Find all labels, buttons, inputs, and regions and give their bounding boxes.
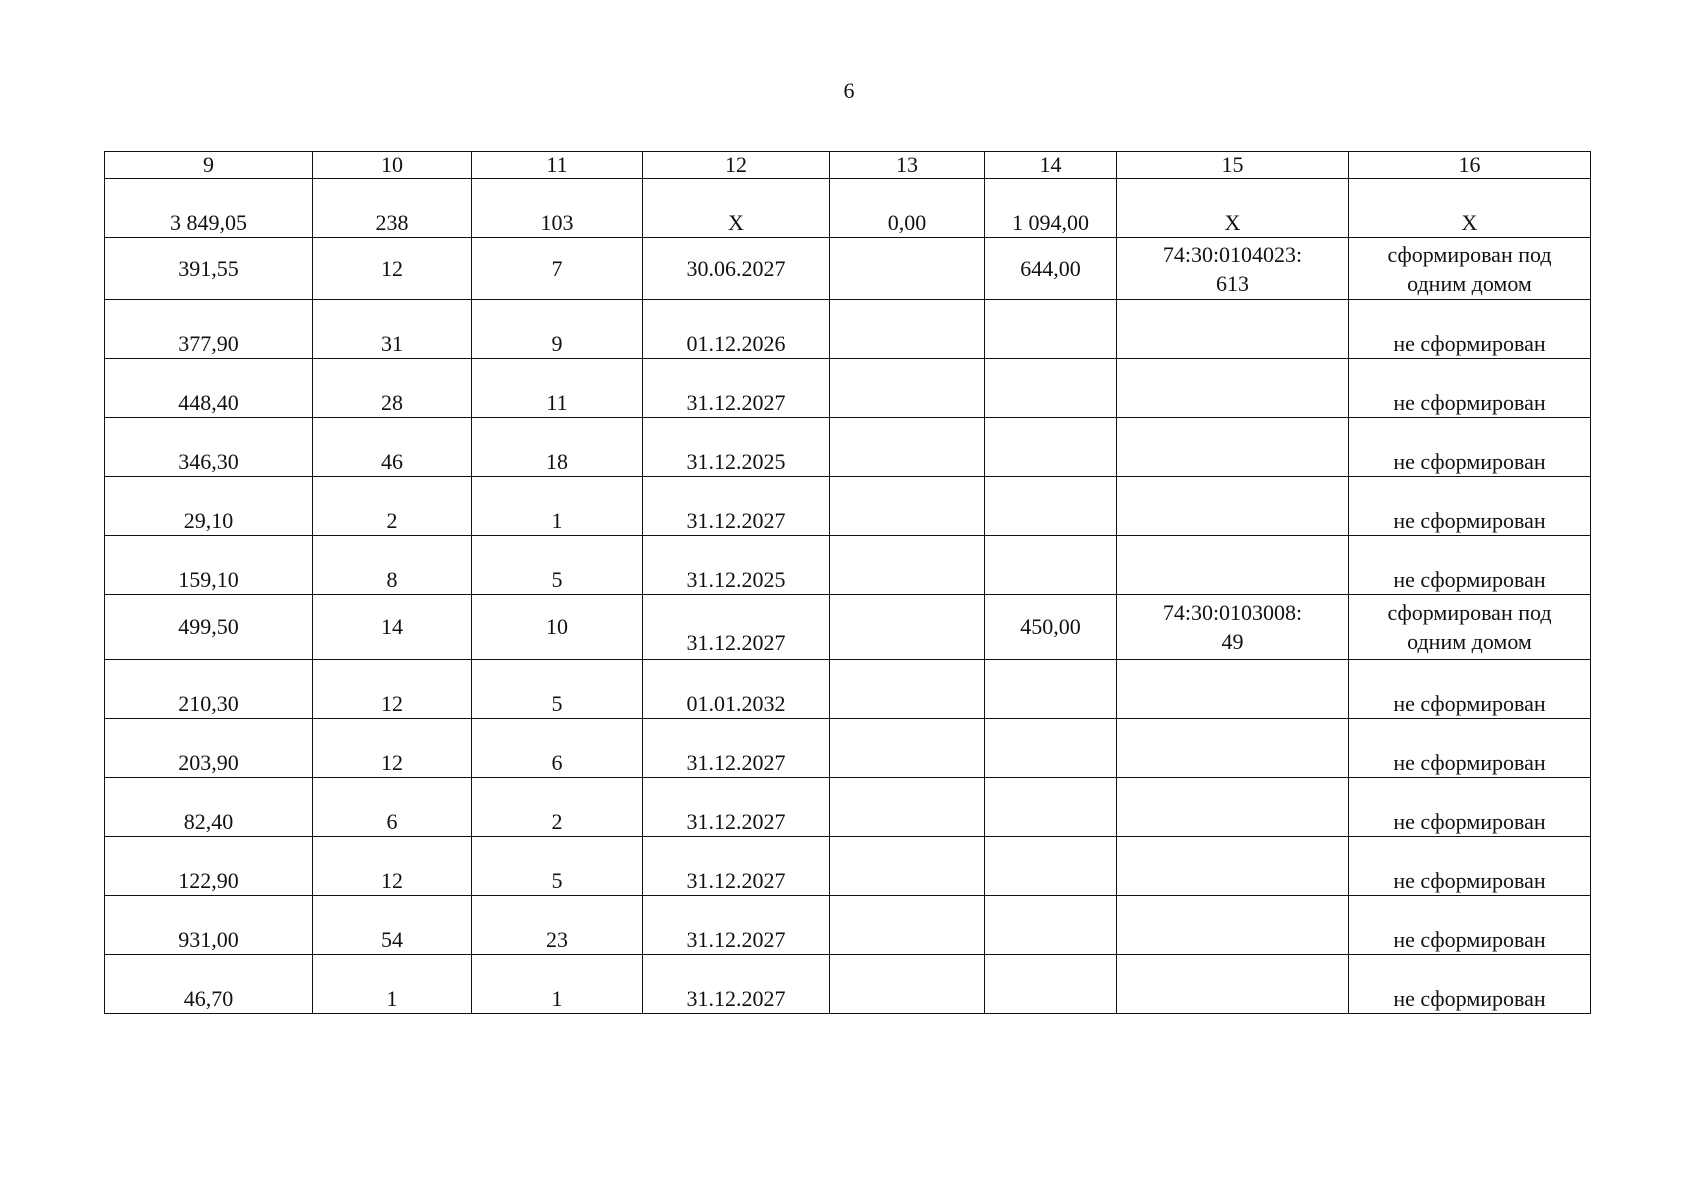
cell-13 — [830, 955, 985, 1014]
residents-cell: 1 — [313, 955, 472, 1014]
status-cell: не сформирован — [1349, 359, 1591, 418]
area-cell: 82,40 — [105, 778, 313, 837]
status-cell: не сформирован — [1349, 300, 1591, 359]
residents-cell: 46 — [313, 418, 472, 477]
area-cell: 159,10 — [105, 536, 313, 595]
land-area-cell — [985, 896, 1117, 955]
area-cell: 499,50 — [105, 595, 313, 660]
column-number: 15 — [1117, 152, 1349, 179]
area-cell: 931,00 — [105, 896, 313, 955]
cell-13 — [830, 778, 985, 837]
column-number: 13 — [830, 152, 985, 179]
date-cell: 31.12.2027 — [643, 719, 830, 778]
area-cell: 346,30 — [105, 418, 313, 477]
status-cell: не сформирован — [1349, 896, 1591, 955]
table-row — [105, 238, 1591, 300]
status-cell: не сформирован — [1349, 660, 1591, 719]
count-cell: 5 — [472, 837, 643, 896]
count-cell: 5 — [472, 660, 643, 719]
table-body — [105, 152, 1591, 1014]
total-cell: X — [643, 179, 830, 238]
cell-13 — [830, 595, 985, 660]
status-cell: сформирован под одним домом — [1349, 238, 1591, 300]
cadastral-number-cell — [1117, 418, 1349, 477]
count-cell: 6 — [472, 719, 643, 778]
area-cell: 122,90 — [105, 837, 313, 896]
date-cell: 31.12.2027 — [643, 837, 830, 896]
cell-13 — [830, 536, 985, 595]
area-cell: 46,70 — [105, 955, 313, 1014]
table-row — [105, 595, 1591, 660]
total-cell: X — [1349, 179, 1591, 238]
date-cell: 31.12.2027 — [643, 359, 830, 418]
land-area-cell — [985, 300, 1117, 359]
date-cell: 31.12.2027 — [643, 896, 830, 955]
column-number: 9 — [105, 152, 313, 179]
column-number-row — [105, 152, 1591, 179]
page-number: 6 — [843, 78, 855, 103]
total-cell: 3 849,05 — [105, 179, 313, 238]
total-row — [105, 179, 1591, 238]
cadastral-number-cell — [1117, 300, 1349, 359]
date-cell: 01.01.2032 — [643, 660, 830, 719]
status-cell: не сформирован — [1349, 778, 1591, 837]
residents-cell: 8 — [313, 536, 472, 595]
count-cell: 5 — [472, 536, 643, 595]
residents-cell: 28 — [313, 359, 472, 418]
count-cell: 2 — [472, 778, 643, 837]
column-number: 12 — [643, 152, 830, 179]
area-cell: 203,90 — [105, 719, 313, 778]
cadastral-number-cell: 74:30:0103008: 49 — [1117, 595, 1349, 660]
date-cell: 31.12.2027 — [643, 955, 830, 1014]
status-cell: сформирован под одним домом — [1349, 595, 1591, 660]
total-cell: 238 — [313, 179, 472, 238]
count-cell: 1 — [472, 477, 643, 536]
count-cell: 7 — [472, 238, 643, 300]
cadastral-number-cell — [1117, 719, 1349, 778]
area-cell: 377,90 — [105, 300, 313, 359]
land-area-cell — [985, 955, 1117, 1014]
table-row — [105, 837, 1591, 896]
cell-13 — [830, 660, 985, 719]
area-cell: 391,55 — [105, 238, 313, 300]
total-cell: 0,00 — [830, 179, 985, 238]
table-row — [105, 359, 1591, 418]
residents-cell: 2 — [313, 477, 472, 536]
land-area-cell: 644,00 — [985, 238, 1117, 300]
area-cell: 210,30 — [105, 660, 313, 719]
count-cell: 10 — [472, 595, 643, 660]
status-cell: не сформирован — [1349, 477, 1591, 536]
land-area-cell — [985, 359, 1117, 418]
area-cell: 448,40 — [105, 359, 313, 418]
residents-cell: 6 — [313, 778, 472, 837]
table-row — [105, 778, 1591, 837]
table-row — [105, 955, 1591, 1014]
land-area-cell — [985, 837, 1117, 896]
land-area-cell — [985, 719, 1117, 778]
status-cell: не сформирован — [1349, 837, 1591, 896]
cell-13 — [830, 300, 985, 359]
count-cell: 18 — [472, 418, 643, 477]
residents-cell: 12 — [313, 837, 472, 896]
date-cell: 01.12.2026 — [643, 300, 830, 359]
status-cell: не сформирован — [1349, 536, 1591, 595]
land-area-cell — [985, 778, 1117, 837]
date-cell: 30.06.2027 — [643, 238, 830, 300]
date-cell: 31.12.2027 — [643, 477, 830, 536]
column-number: 10 — [313, 152, 472, 179]
count-cell: 1 — [472, 955, 643, 1014]
residents-cell: 31 — [313, 300, 472, 359]
land-area-cell: 450,00 — [985, 595, 1117, 660]
table-row — [105, 536, 1591, 595]
cell-13 — [830, 896, 985, 955]
cell-13 — [830, 477, 985, 536]
table-row — [105, 418, 1591, 477]
land-area-cell — [985, 536, 1117, 595]
table-row — [105, 660, 1591, 719]
date-cell: 31.12.2027 — [643, 778, 830, 837]
residents-cell: 12 — [313, 660, 472, 719]
residents-cell: 12 — [313, 719, 472, 778]
table-row — [105, 300, 1591, 359]
residents-cell: 12 — [313, 238, 472, 300]
cadastral-number-cell: 74:30:0104023: 613 — [1117, 238, 1349, 300]
total-cell: 103 — [472, 179, 643, 238]
table-row — [105, 477, 1591, 536]
cadastral-number-cell — [1117, 955, 1349, 1014]
count-cell: 23 — [472, 896, 643, 955]
date-cell: 31.12.2027 — [643, 595, 830, 660]
cadastral-number-cell — [1117, 536, 1349, 595]
date-cell: 31.12.2025 — [643, 536, 830, 595]
land-area-cell — [985, 418, 1117, 477]
count-cell: 11 — [472, 359, 643, 418]
status-cell: не сформирован — [1349, 719, 1591, 778]
cell-13 — [830, 837, 985, 896]
cadastral-number-cell — [1117, 477, 1349, 536]
total-cell: 1 094,00 — [985, 179, 1117, 238]
column-number: 16 — [1349, 152, 1591, 179]
cadastral-number-cell — [1117, 660, 1349, 719]
cell-13 — [830, 719, 985, 778]
area-cell: 29,10 — [105, 477, 313, 536]
column-number: 11 — [472, 152, 643, 179]
land-area-cell — [985, 477, 1117, 536]
cell-13 — [830, 238, 985, 300]
cadastral-number-cell — [1117, 778, 1349, 837]
status-cell: не сформирован — [1349, 955, 1591, 1014]
residents-cell: 54 — [313, 896, 472, 955]
cadastral-number-cell — [1117, 837, 1349, 896]
table-row — [105, 896, 1591, 955]
residents-cell: 14 — [313, 595, 472, 660]
column-number: 14 — [985, 152, 1117, 179]
cell-13 — [830, 359, 985, 418]
cadastral-number-cell — [1117, 896, 1349, 955]
status-cell: не сформирован — [1349, 418, 1591, 477]
cadastral-number-cell — [1117, 359, 1349, 418]
registry-table — [104, 151, 1591, 1014]
total-cell: X — [1117, 179, 1349, 238]
cell-13 — [830, 418, 985, 477]
date-cell: 31.12.2025 — [643, 418, 830, 477]
table-row — [105, 719, 1591, 778]
land-area-cell — [985, 660, 1117, 719]
count-cell: 9 — [472, 300, 643, 359]
